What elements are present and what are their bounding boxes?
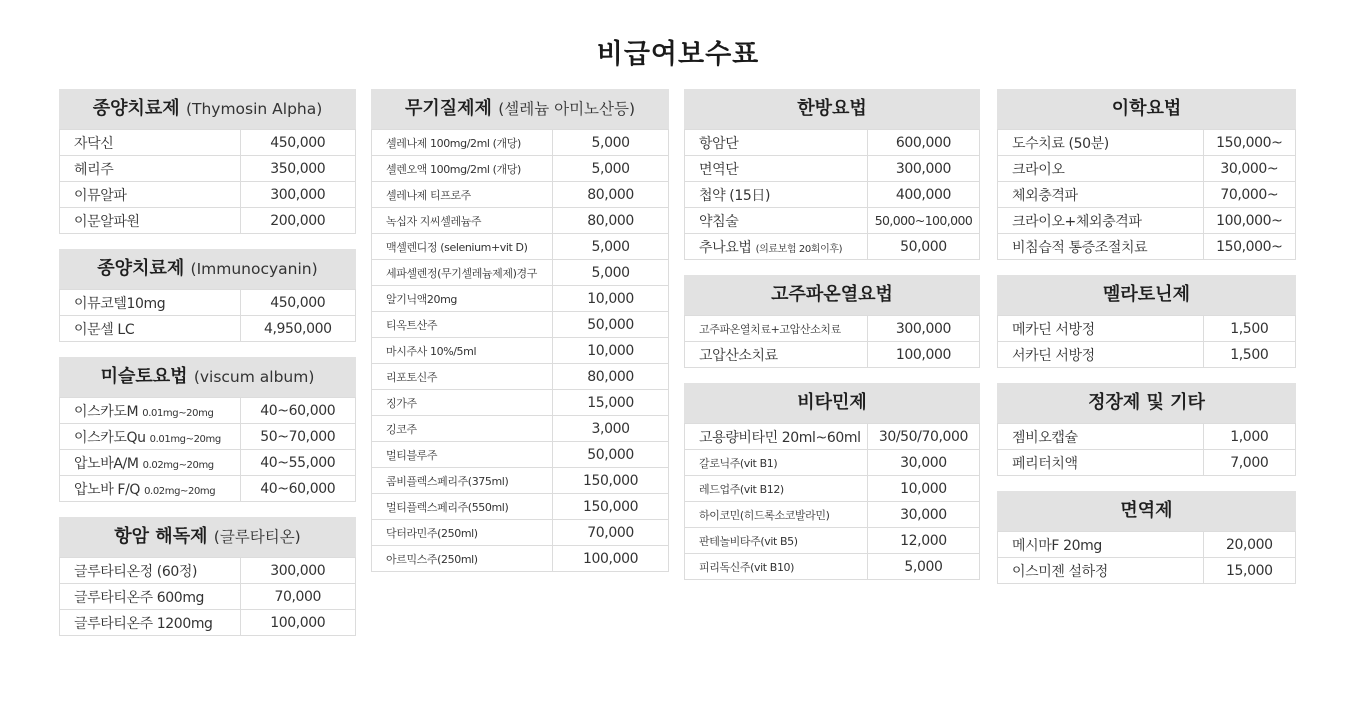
section-title: 무기질제제: [404, 98, 492, 119]
item-name: [60, 450, 241, 476]
item-price: 5,000: [553, 260, 669, 286]
item-name: 젬비오캡슐: [998, 424, 1204, 450]
item-name: 셀레나제 100mg/2ml (개당): [372, 130, 553, 156]
item-price: 150,000: [553, 468, 669, 494]
table-row: [998, 558, 1296, 584]
table-row: [372, 182, 669, 208]
item-price: 30,000: [867, 502, 979, 528]
table-row: [998, 208, 1296, 234]
item-price: 300,000: [240, 182, 355, 208]
item-name-main: 압노바A/M: [74, 455, 139, 472]
section-title: 이학요법: [1111, 98, 1182, 119]
item-name-main: 추나요법: [699, 239, 752, 256]
item-name: [60, 424, 241, 450]
table-row: [372, 130, 669, 156]
table-row: [372, 416, 669, 442]
table-row: [372, 364, 669, 390]
item-name-main: 이스카도Qu: [74, 429, 146, 446]
item-price: 30,000~: [1203, 156, 1295, 182]
item-price: 30/50/70,000: [867, 424, 979, 450]
table-row: [372, 286, 669, 312]
item-price: 70,000: [553, 520, 669, 546]
item-name: 깅코주: [372, 416, 553, 442]
item-name: 티옥트산주: [372, 312, 553, 338]
item-price: 15,000: [553, 390, 669, 416]
section-physical-therapy: [997, 89, 1296, 260]
section-header: [684, 383, 980, 423]
table-row: [998, 234, 1296, 260]
table-row: [60, 182, 356, 208]
item-price: 450,000: [240, 290, 355, 316]
item-price: 600,000: [867, 130, 979, 156]
item-name: 크라이오+체외충격파: [998, 208, 1204, 234]
item-price: 400,000: [867, 182, 979, 208]
table-row: [372, 390, 669, 416]
item-price: 100,000: [867, 342, 979, 368]
section-hyperthermia: [684, 275, 980, 368]
section-glutathione: [59, 517, 356, 636]
section-probiotics-etc: [997, 383, 1296, 476]
item-name: 셀레나제 티프로주: [372, 182, 553, 208]
table-row: [372, 208, 669, 234]
item-name: 아르믹스주(250ml): [372, 546, 553, 572]
table-row: [685, 528, 980, 554]
section-subtitle: (셀레늄 아미노산등): [498, 100, 636, 118]
section-subtitle: (글루타티온): [213, 528, 301, 546]
table-row: [60, 208, 356, 234]
item-price: 7,000: [1203, 450, 1295, 476]
item-name: 이문셀 LC: [60, 316, 241, 342]
section-melatonin: [997, 275, 1296, 368]
item-price: 4,950,000: [240, 316, 355, 342]
item-price: 70,000: [240, 584, 355, 610]
item-price: 50,000: [553, 442, 669, 468]
table-row: [60, 584, 356, 610]
table-row: [60, 450, 356, 476]
item-price: 100,000~: [1203, 208, 1295, 234]
item-price: 5,000: [553, 130, 669, 156]
item-name: 이문알파원: [60, 208, 241, 234]
section-title: 멜라토닌제: [1103, 284, 1190, 305]
item-name: 크라이오: [998, 156, 1204, 182]
table-row: [998, 316, 1296, 342]
item-price: 5,000: [867, 554, 979, 580]
item-name: 콤비플렉스페리주(375ml): [372, 468, 553, 494]
item-price: 200,000: [240, 208, 355, 234]
item-name: 녹십자 지씨셀레늄주: [372, 208, 553, 234]
price-table: [59, 129, 356, 234]
item-name: 체외충격파: [998, 182, 1204, 208]
item-price: 150,000~: [1203, 234, 1295, 260]
item-price: 40~60,000: [240, 398, 355, 424]
table-row: [60, 130, 356, 156]
item-name: [685, 234, 868, 260]
section-thymosin: [59, 89, 356, 234]
section-title: 비타민제: [797, 392, 867, 413]
table-row: [372, 312, 669, 338]
item-price: 1,500: [1203, 316, 1295, 342]
item-name: 하이코민(히드록소코발라민): [685, 502, 868, 528]
item-price: 80,000: [553, 182, 669, 208]
item-name: 멀티플렉스페리주(550ml): [372, 494, 553, 520]
section-header: [59, 89, 356, 129]
item-note: (의료보험 20회이후): [755, 243, 843, 255]
item-price: 50,000: [867, 234, 979, 260]
price-table: [59, 397, 356, 502]
item-name: 자닥신: [60, 130, 241, 156]
price-table: [59, 289, 356, 342]
table-row: [998, 424, 1296, 450]
table-row: [60, 398, 356, 424]
table-row: [685, 502, 980, 528]
section-oriental: [684, 89, 980, 260]
section-vitamins: [684, 383, 980, 580]
item-name: 면역단: [685, 156, 868, 182]
table-row: [685, 182, 980, 208]
table-row: [685, 450, 980, 476]
table-row: [685, 130, 980, 156]
section-immunity: [997, 491, 1296, 584]
section-title: 고주파온열요법: [771, 284, 893, 305]
table-row: [60, 476, 356, 502]
item-name: 고압산소치료: [685, 342, 868, 368]
table-row: [998, 156, 1296, 182]
item-name: 고주파온열치료+고압산소치료: [685, 316, 868, 342]
price-table: [684, 423, 980, 580]
item-name: 서카딘 서방정: [998, 342, 1204, 368]
item-price: 10,000: [553, 286, 669, 312]
column-2: [371, 89, 669, 587]
column-3: [684, 89, 980, 595]
item-price: 300,000: [240, 558, 355, 584]
price-table: [997, 531, 1296, 584]
section-header: [371, 89, 669, 129]
table-row: [998, 342, 1296, 368]
table-row: [372, 260, 669, 286]
item-name: 도수치료 (50분): [998, 130, 1204, 156]
section-title: 한방요법: [797, 98, 867, 119]
price-table: [371, 129, 669, 572]
section-title: 항암 해독제: [114, 526, 208, 547]
section-subtitle: (Immunocyanin): [190, 260, 318, 278]
price-table: [997, 129, 1296, 260]
item-price: 5,000: [553, 234, 669, 260]
price-table: [684, 129, 980, 260]
price-table: [59, 557, 356, 636]
section-header: [59, 517, 356, 557]
item-price: 150,000~: [1203, 130, 1295, 156]
item-price: 40~60,000: [240, 476, 355, 502]
item-name: 맥셀렌디정 (selenium+vit D): [372, 234, 553, 260]
section-title: 미슬토요법: [100, 366, 188, 387]
item-name: 이뮤알파: [60, 182, 241, 208]
item-dose: 0.02mg~20mg: [144, 485, 216, 497]
item-price: 300,000: [867, 156, 979, 182]
section-immunocyanin: [59, 249, 356, 342]
table-row: [372, 546, 669, 572]
table-row: [372, 520, 669, 546]
table-row: [998, 182, 1296, 208]
item-price: 20,000: [1203, 532, 1295, 558]
section-minerals: [371, 89, 669, 572]
table-row: [998, 450, 1296, 476]
table-row: [685, 316, 980, 342]
table-row: [372, 442, 669, 468]
item-dose: 0.01mg~20mg: [142, 407, 214, 419]
item-price: 300,000: [867, 316, 979, 342]
column-4: [997, 89, 1296, 599]
column-1: [59, 89, 356, 651]
item-name: 닥터라민주(250ml): [372, 520, 553, 546]
section-header: [997, 89, 1296, 129]
table-row: [998, 532, 1296, 558]
table-row: [372, 338, 669, 364]
table-row: [60, 610, 356, 636]
item-name: [60, 476, 241, 502]
table-row: [685, 476, 980, 502]
table-row: [60, 156, 356, 182]
section-header: [59, 249, 356, 289]
table-row: [60, 424, 356, 450]
item-name-main: 압노바 F/Q: [74, 481, 141, 498]
table-row: [685, 424, 980, 450]
price-table: [684, 315, 980, 368]
table-row: [372, 234, 669, 260]
item-name: 항암단: [685, 130, 868, 156]
item-name: 글루타티온정 (60정): [60, 558, 241, 584]
item-price: 15,000: [1203, 558, 1295, 584]
section-mistletoe: [59, 357, 356, 502]
item-name: 알기닉액20mg: [372, 286, 553, 312]
item-name: 셀렌오액 100mg/2ml (개당): [372, 156, 553, 182]
item-name: 글루타티온주 1200mg: [60, 610, 241, 636]
table-row: [372, 494, 669, 520]
item-price: 40~55,000: [240, 450, 355, 476]
table-row: [60, 558, 356, 584]
item-name: 세파셀렌정(무기셀레늄제제)경구: [372, 260, 553, 286]
item-name: 고용량비타민 20ml~60ml: [685, 424, 868, 450]
item-price: 1,000: [1203, 424, 1295, 450]
item-name-main: 이스카도M: [74, 403, 139, 420]
table-row: [60, 290, 356, 316]
table-row: [372, 468, 669, 494]
section-header: [997, 275, 1296, 315]
item-price: 12,000: [867, 528, 979, 554]
item-name: 이스미젠 설하정: [998, 558, 1204, 584]
item-name: 멀티블루주: [372, 442, 553, 468]
section-title: 종양치료제: [92, 98, 180, 119]
item-price: 70,000~: [1203, 182, 1295, 208]
table-row: [685, 234, 980, 260]
item-dose: 0.02mg~20mg: [142, 459, 214, 471]
item-name: 갈로닉주(vit B1): [685, 450, 868, 476]
item-price: 5,000: [553, 156, 669, 182]
item-name: 헤리주: [60, 156, 241, 182]
item-name: 글루타티온주 600mg: [60, 584, 241, 610]
section-header: [997, 491, 1296, 531]
item-name: 메카딘 서방정: [998, 316, 1204, 342]
item-price: 150,000: [553, 494, 669, 520]
item-price: 50,000: [553, 312, 669, 338]
item-name: [60, 398, 241, 424]
item-price: 80,000: [553, 208, 669, 234]
price-table: [997, 315, 1296, 368]
item-name: 비침습적 통증조절치료: [998, 234, 1204, 260]
section-title: 종양치료제: [97, 258, 185, 279]
item-name: 이뮤코텔10mg: [60, 290, 241, 316]
item-name: 페리터치액: [998, 450, 1204, 476]
item-name: 피리독신주(vit B10): [685, 554, 868, 580]
item-price: 450,000: [240, 130, 355, 156]
item-price: 3,000: [553, 416, 669, 442]
item-price: 10,000: [553, 338, 669, 364]
item-price: 100,000: [240, 610, 355, 636]
section-title: 면역제: [1120, 500, 1173, 521]
item-name: 첩약 (15日): [685, 182, 868, 208]
item-name: 징가주: [372, 390, 553, 416]
item-name: 메시마F 20mg: [998, 532, 1204, 558]
table-row: [998, 130, 1296, 156]
item-price: 80,000: [553, 364, 669, 390]
table-row: [685, 208, 980, 234]
table-row: [685, 342, 980, 368]
section-subtitle: (viscum album): [193, 368, 315, 386]
table-row: [685, 156, 980, 182]
price-table: [997, 423, 1296, 476]
item-price: 1,500: [1203, 342, 1295, 368]
table-row: [60, 316, 356, 342]
page-title: 비급여보수표: [596, 39, 760, 70]
item-price: 350,000: [240, 156, 355, 182]
item-name: 레드업주(vit B12): [685, 476, 868, 502]
item-name: 약침술: [685, 208, 868, 234]
item-dose: 0.01mg~20mg: [149, 433, 221, 445]
table-row: [685, 554, 980, 580]
item-price: 50~70,000: [240, 424, 355, 450]
item-name: 리포토신주: [372, 364, 553, 390]
item-price: 10,000: [867, 476, 979, 502]
table-row: [372, 156, 669, 182]
item-name: 판테놀비타주(vit B5): [685, 528, 868, 554]
section-header: [59, 357, 356, 397]
item-price: 30,000: [867, 450, 979, 476]
item-price: 100,000: [553, 546, 669, 572]
section-header: [684, 275, 980, 315]
section-header: [997, 383, 1296, 423]
item-name: 마시주사 10%/5ml: [372, 338, 553, 364]
item-price: 50,000~100,000: [867, 208, 979, 234]
section-header: [684, 89, 980, 129]
section-title: 정장제 및 기타: [1088, 392, 1205, 413]
section-subtitle: (Thymosin Alpha): [185, 100, 323, 118]
